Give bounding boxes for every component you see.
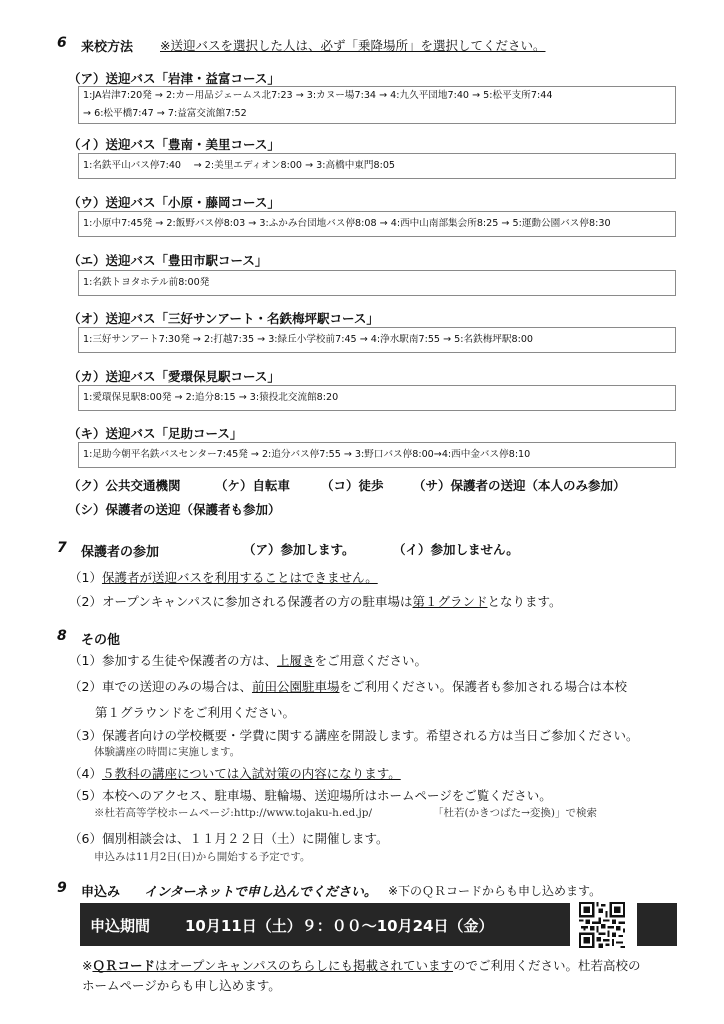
item-text-underlined: 前田公園駐車場 [251, 679, 340, 694]
course-a-route [78, 86, 676, 124]
section-6-note: ※送迎バスを選択した人は、必ず「乗降場所」を選択してください。 [160, 38, 546, 53]
course-u-route [78, 211, 676, 237]
period-value: 10月11日（土）９：００～10月24日（金） [185, 917, 494, 935]
section-8-item-3 [69, 726, 638, 744]
section-8-item-6-sub: 申込みは11月2日(日)から開始する予定です。 [94, 851, 311, 863]
section-7-item-1 [69, 568, 378, 586]
item-text: 車での送迎のみの場合は、 [101, 679, 252, 694]
section-8-item-5 [69, 786, 552, 804]
route-line: 1:名鉄平山バス停7:40 → 2:美里エディオン8:00 → 3:高橋中東門8:05 [83, 160, 396, 171]
section-9-instruction: インターネットで申し込んでください。 [144, 885, 377, 900]
item-prefix: （1） [69, 570, 102, 585]
section-9-title: 申込み [81, 885, 121, 900]
section-8-item-3-sub: 体験講座の時間に実施します。 [94, 746, 241, 758]
route-line: 1:愛環保見駅8:00発 → 2:追分8:15 → 3:猿投北交流館8:20 [83, 392, 339, 403]
option-guardian-dropoff-student: （サ）保護者の送迎（本人のみ参加） [413, 478, 626, 493]
course-o-title: （オ）送迎バス「三好サンアート・名鉄梅坪駅コース」 [68, 311, 379, 326]
item-text: となります。 [487, 594, 562, 609]
item-text: 本校へのアクセス、駐車場、駐輪場、送迎場所はホームページをご覧ください。 [101, 788, 552, 803]
option-bicycle: （ケ）自転車 [215, 478, 291, 493]
item-text: をご利用ください。保護者も参加される場合は本校 [339, 679, 627, 694]
section-8-title: その他 [81, 633, 121, 648]
guardian-attend-no: （イ）参加しません。 [393, 542, 519, 557]
footer-rest: のでご利用ください。杜若高校の [453, 958, 641, 973]
section-8-number: 8 [57, 628, 67, 644]
route-line: 1:名鉄トヨタホテル前8:00発 [83, 277, 210, 288]
section-7-title: 保護者の参加 [81, 545, 160, 560]
section-8-item-6 [69, 829, 388, 847]
route-line: 1:三好サンアート7:30発 → 2:打越7:35 → 3:緑丘小学校前7:45 → 4:浄水駅南7:55 → 5:名鉄梅坪駅8:00 [83, 334, 534, 345]
qr-footer-line-2: ホームページからも申し込めます。 [82, 978, 281, 993]
footer-underlined: はオープンキャンパスのちらしにも掲載されています [155, 958, 454, 973]
homepage-url-note: ※杜若高等学校ホームページ:http://www.tojaku-h.ed.jp/ [94, 807, 373, 819]
item-text: 保護者が送迎バスを利用することはできません。 [101, 570, 378, 585]
item-prefix: （2） [69, 594, 102, 609]
route-line: 1:JA岩津7:20発 → 2:カー用品ジェームス北7:23 → 3:カヌー場7:34 → 4:九久平団地7:40 → 5:松平支所7:44 [83, 90, 553, 101]
course-a-title: （ア）送迎バス「岩津・益富コース」 [68, 71, 280, 86]
item-text: をご用意ください。 [314, 653, 427, 668]
section-8-item-2 [69, 677, 627, 695]
section-8-item-4 [69, 764, 401, 782]
section-6-title: 来校方法 [81, 40, 134, 55]
course-i-title: （イ）送迎バス「豊南・美里コース」 [68, 137, 280, 152]
section-8-item-1 [69, 651, 427, 669]
option-walk: （コ）徒歩 [321, 478, 384, 493]
item-prefix: （5） [69, 788, 102, 803]
qr-footer-note [82, 956, 641, 974]
course-e-title: （エ）送迎バス「豊田市駅コース」 [68, 253, 268, 268]
item-prefix: （2） [69, 679, 102, 694]
section-9-qr-note: ※下のＱＲコードからも申し込めます。 [388, 884, 602, 898]
item-prefix: （3） [69, 728, 102, 743]
item-prefix: （4） [69, 766, 102, 781]
section-7-item-2 [69, 592, 562, 610]
item-text-underlined: 上履き [276, 653, 315, 668]
item-text: 個別相談会は、１１月２２日（土）に開催します。 [101, 831, 389, 846]
period-label: 申込期間 [90, 917, 151, 935]
footer-mark: ※ [82, 958, 93, 973]
section-7-number: 7 [57, 540, 67, 556]
section-8-item-2-line-2: 第１グラウンドをご利用ください。 [95, 705, 296, 720]
item-prefix: （1） [69, 653, 102, 668]
qr-code-icon[interactable] [579, 902, 625, 948]
item-text-underlined: ５教科の講座については入試対策の内容になります。 [101, 766, 401, 781]
course-i-route [78, 153, 676, 179]
option-public-transport: （ク）公共交通機関 [68, 478, 181, 493]
item-text: 保護者向けの学校概要・学費に関する講座を開設します。希望される方は当日ご参加ください。 [101, 728, 639, 743]
item-text: オープンキャンパスに参加される保護者の方の駐車場は [101, 594, 413, 609]
dark-block [637, 903, 677, 946]
item-prefix: （6） [69, 831, 102, 846]
application-period-bar [80, 903, 570, 946]
search-hint: 「杜若(かきつばた→変換)」で検索 [433, 807, 597, 819]
item-text: 参加する生徒や保護者の方は、 [101, 653, 277, 668]
course-e-route [78, 270, 676, 296]
option-guardian-dropoff-both: （シ）保護者の送迎（保護者も参加） [68, 502, 281, 517]
guardian-attend-yes: （ア）参加します。 [243, 542, 355, 557]
course-o-route [78, 327, 676, 353]
section-6-number: 6 [57, 35, 67, 51]
item-text-underlined: 第１グランド [412, 594, 488, 609]
route-line: → 6:松平橋7:47 → 7:益富交流館7:52 [83, 108, 247, 119]
course-ka-title: （カ）送迎バス「愛環保見駅コース」 [68, 369, 280, 384]
route-line: 1:足助今朝平名鉄バスセンター7:45発 → 2:追分バス停7:55 → 3:野口バス停8:00→4:西中金バス停8:10 [83, 449, 531, 460]
footer-qr-label: ＱＲコード [92, 958, 155, 973]
section-9-number: 9 [57, 880, 67, 896]
course-ki-route [78, 442, 676, 468]
course-u-title: （ウ）送迎バス「小原・藤岡コース」 [68, 195, 280, 210]
course-ka-route [78, 385, 676, 411]
route-line: 1:小原中7:45発 → 2:飯野バス停8:03 → 3:ふかみ台団地バス停8:08 → 4:西中山南部集会所8:25 → 5:運動公園バス停8:30 [83, 218, 611, 229]
course-ki-title: （キ）送迎バス「足助コース」 [68, 426, 243, 441]
